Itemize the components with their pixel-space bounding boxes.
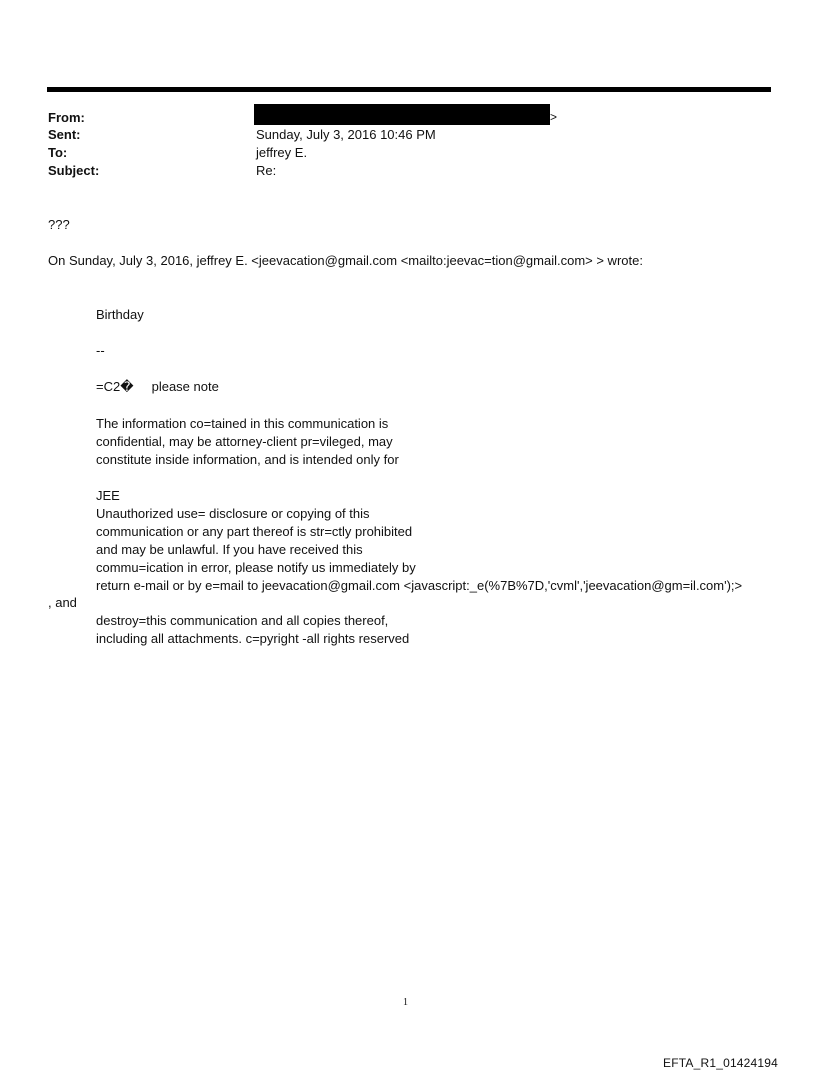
subject-label: Subject:	[48, 163, 100, 178]
disclaimer-line: return e-mail or by e=mail to jeevacation@gmail.com <javascript:_e(%7B%7D,'cvml','jeevacation@gm=il.com');>	[96, 578, 743, 593]
disclaimer-line: communication or any part thereof is str=ctly prohibited	[96, 524, 413, 539]
bates-number: EFTA_R1_01424194	[663, 1056, 779, 1070]
sent-value: Sunday, July 3, 2016 10:46 PM	[256, 127, 436, 142]
disclaimer-line: and may be unlawful. If you have received this	[96, 542, 363, 557]
disclaimer-line: destroy=this communication and all copies thereof,	[96, 613, 389, 628]
disclaimer-paragraph-3	[96, 612, 409, 648]
disclaimer-line: including all attachments. c=pyright -all rights reserved	[96, 631, 410, 646]
birthday-text: Birthday	[96, 307, 144, 322]
from-value-tail: >	[550, 110, 558, 124]
disclaimer-line: JEE	[96, 488, 120, 503]
reply-text: ???	[48, 217, 70, 232]
subject-value: Re:	[256, 163, 277, 178]
from-redaction	[254, 104, 550, 125]
to-value: jeffrey E.	[256, 145, 308, 160]
and-fragment: , and	[48, 595, 77, 610]
signature-dashes: --	[96, 343, 105, 358]
disclaimer-line: commu=ication in error, please notify us immediately by	[96, 560, 416, 575]
to-label: To:	[48, 145, 68, 160]
disclaimer-line: Unauthorized use= disclosure or copying of this	[96, 506, 370, 521]
quote-intro: On Sunday, July 3, 2016, jeffrey E. <jeevacation@gmail.com <mailto:jeevac=tion@gmail.com> > wrote:	[48, 253, 643, 268]
from-label: From:	[48, 110, 85, 125]
please-note: =C2� please note	[96, 379, 219, 394]
page-number: 1	[403, 997, 408, 1008]
disclaimer-line: constitute inside information, and is intended only for	[96, 452, 399, 467]
disclaimer-paragraph-2	[96, 487, 742, 595]
disclaimer-line: confidential, may be attorney-client pr=vileged, may	[96, 434, 393, 449]
disclaimer-line: The information co=tained in this communication is	[96, 416, 389, 431]
disclaimer-paragraph-1	[96, 415, 399, 469]
header-rule	[47, 87, 771, 92]
sent-label: Sent:	[48, 127, 81, 142]
